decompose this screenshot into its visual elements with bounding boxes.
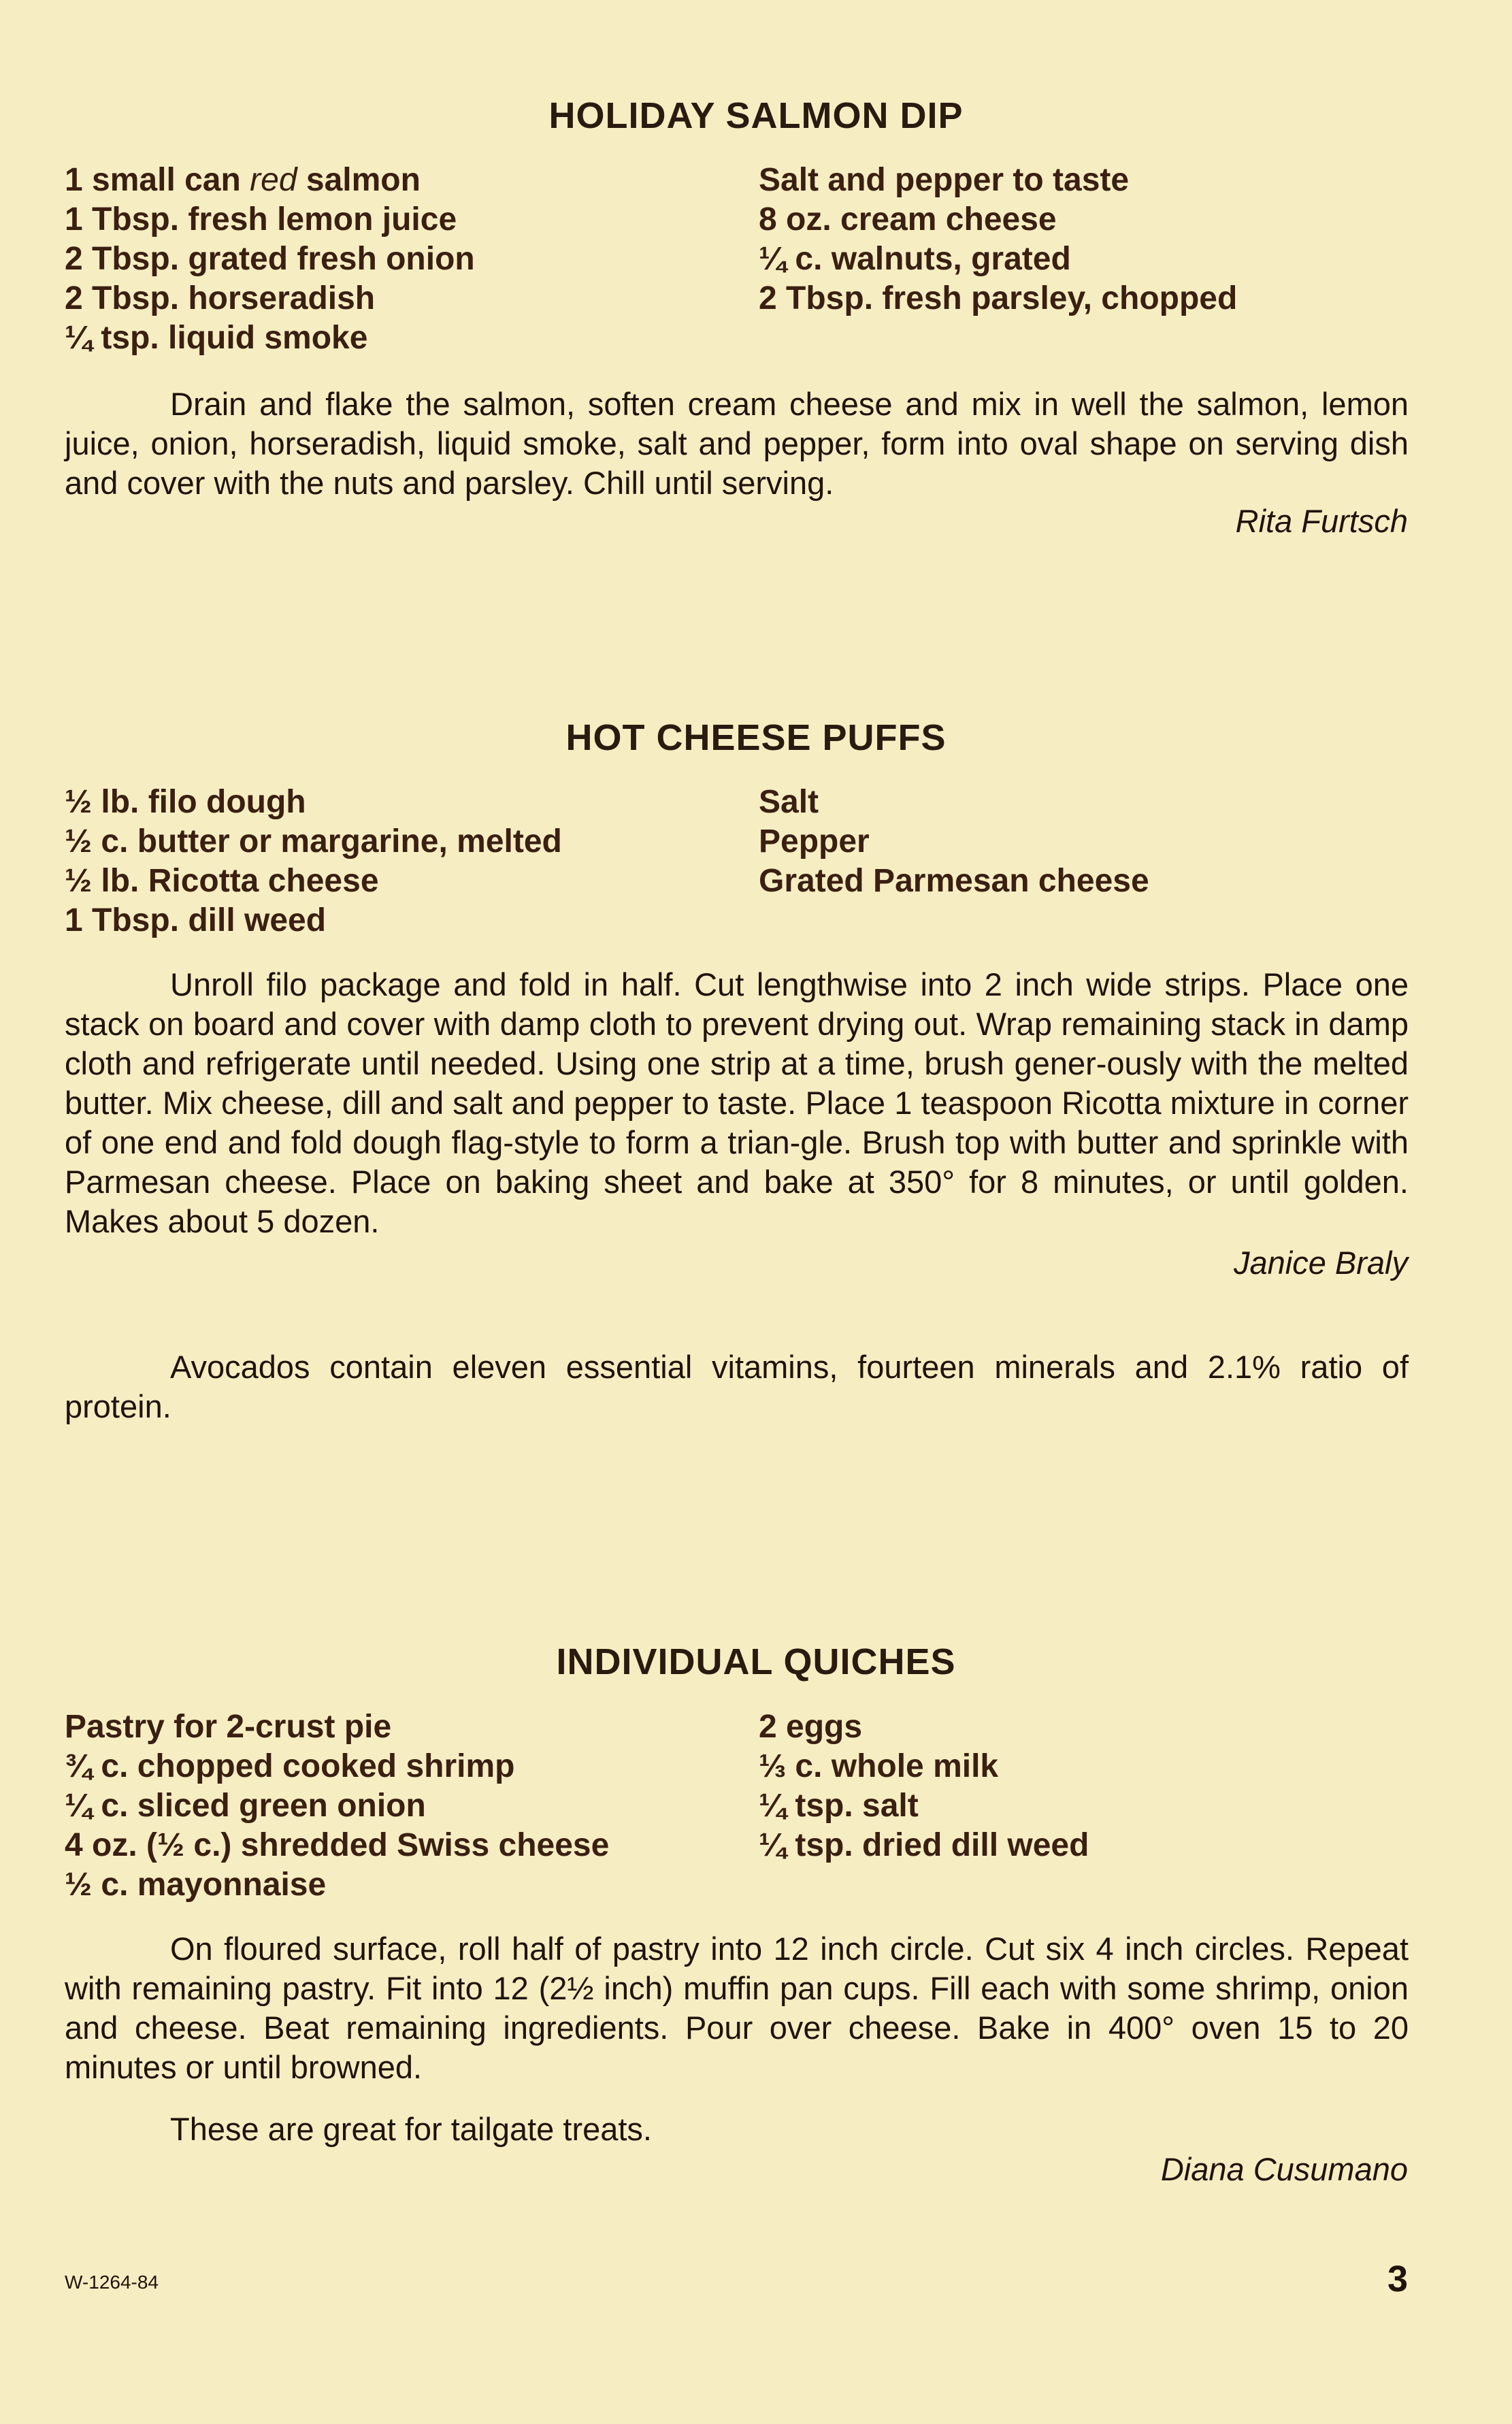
directions-salmon-dip: Drain and flake the salmon, soften cream cheese and mix in well the salmon, lemon juice, onion, horseradish, liquid smoke, salt and pepper, form into oval shape on serving dish and cover with the nuts and parsley. Chill until serving.: [65, 386, 1409, 501]
page-number: 3: [1387, 2259, 1408, 2299]
ingredient: ¼ tsp. dried dill weed: [759, 1827, 1089, 1863]
recipe-title-quiches: INDIVIDUAL QUICHES: [556, 1641, 956, 1682]
recipe-title-cheese-puffs: HOT CHEESE PUFFS: [565, 717, 947, 758]
ingredient: ¼ tsp. salt: [759, 1788, 919, 1824]
footer-code: W-1264-84: [65, 2272, 159, 2293]
ingredient: Pastry for 2-crust pie: [65, 1709, 392, 1745]
recipe-title-salmon-dip: HOLIDAY SALMON DIP: [548, 95, 964, 136]
ingredient: ¼ tsp. liquid smoke: [65, 320, 368, 356]
note-quiches: These are great for tailgate treats.: [170, 2111, 652, 2147]
ingredient: 4 oz. (½ c.) shredded Swiss cheese: [65, 1827, 610, 1863]
credit-cheese-puffs: Janice Braly: [1234, 1245, 1408, 1281]
ingredients-right-quiches: [759, 1707, 1089, 1865]
ingredient: ½ c. mayonnaise: [65, 1867, 327, 1903]
ingredients-left-salmon-dip: [65, 161, 475, 358]
ingredient: 2 eggs: [759, 1709, 863, 1745]
avocado-tip: Avocados contain eleven essential vitamins, fourteen minerals and 2.1% ratio of protein.: [65, 1349, 1409, 1424]
ingredient: ¼ c. sliced green onion: [65, 1788, 426, 1824]
ingredient: Salt: [759, 784, 819, 820]
ingredients-right-cheese-puffs: [759, 783, 1149, 901]
ingredient: 2 Tbsp. grated fresh onion: [65, 241, 475, 277]
ingredient: ⅓ c. whole milk: [759, 1748, 999, 1784]
credit-salmon-dip: Rita Furtsch: [1235, 503, 1408, 539]
ingredient: 1 small can red salmon: [65, 162, 421, 198]
ingredient: Grated Parmesan cheese: [759, 863, 1149, 899]
ingredient: 8 oz. cream cheese: [759, 201, 1057, 238]
ingredient: ½ c. butter or margarine, melted: [65, 823, 562, 859]
ingredient: 1 Tbsp. fresh lemon juice: [65, 201, 457, 238]
ingredients-left-cheese-puffs: [65, 783, 562, 940]
ingredient: 1 Tbsp. dill weed: [65, 902, 327, 938]
credit-quiches: Diana Cusumano: [1160, 2151, 1408, 2187]
ingredients-right-salmon-dip: [759, 161, 1237, 318]
ingredient: Salt and pepper to taste: [759, 162, 1130, 198]
ingredient: ½ lb. filo dough: [65, 784, 306, 820]
ingredient: Pepper: [759, 823, 870, 859]
ingredients-left-quiches: [65, 1707, 609, 1905]
ingredient: ¼ c. walnuts, grated: [759, 241, 1071, 277]
directions-quiches: On floured surface, roll half of pastry into 12 inch circle. Cut six 4 inch circles. Repeat with remaining pastry. Fit into 12 (2½ inch) muffin pan cups. Fill each with some shrimp, onion and cheese. Beat remaining ingredients. Pour over cheese. Bake in 400° oven 15 to 20 minutes or until browned.: [65, 1931, 1409, 2085]
ingredient: ¾ c. chopped cooked shrimp: [65, 1748, 515, 1784]
ingredient: ½ lb. Ricotta cheese: [65, 863, 379, 899]
directions-cheese-puffs: Unroll filo package and fold in half. Cut lengthwise into 2 inch wide strips. Place one stack on board and cover with damp cloth to prevent drying out. Wrap remaining stack in damp cloth and refrigerate until needed. Using one strip at a time, brush gener-ously with the melted butter. Mix cheese, dill and salt and pepper to taste. Place 1 teaspoon Ricotta mixture in corner of one end and fold dough flag-style to form a trian-gle. Brush top with butter and sprinkle with Parmesan cheese. Place on baking sheet and bake at 350° for 8 minutes, or until golden. Makes about 5 dozen.: [65, 966, 1409, 1239]
ingredient: 2 Tbsp. horseradish: [65, 280, 376, 316]
ingredient: 2 Tbsp. fresh parsley, chopped: [759, 280, 1238, 316]
